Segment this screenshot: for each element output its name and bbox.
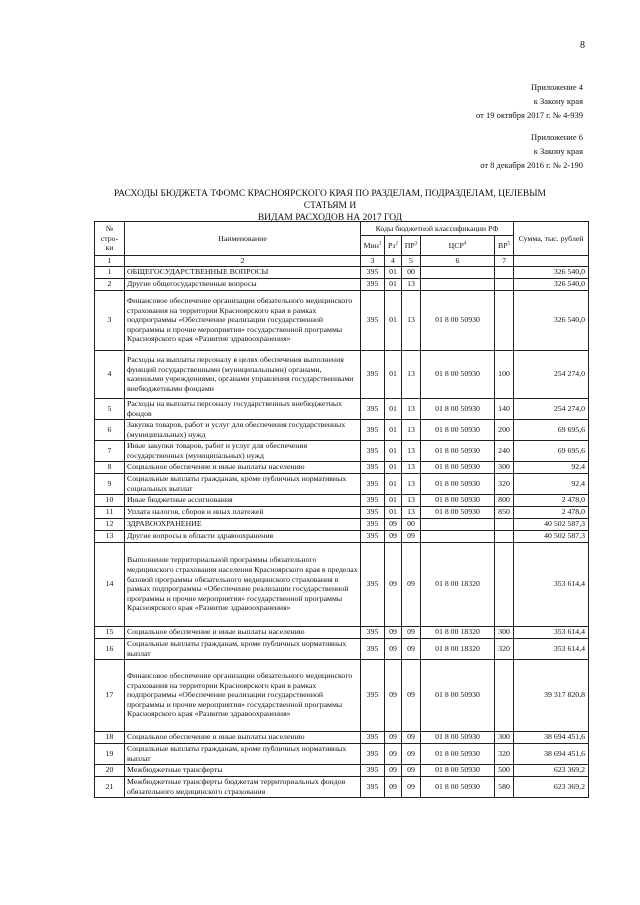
row-name: Социальное обеспечение и иные выплаты населению	[125, 626, 361, 638]
table-row	[95, 518, 589, 530]
row-sum: 353 614,4	[514, 542, 589, 626]
table-row	[95, 626, 589, 638]
row-min: 395	[361, 419, 385, 440]
row-csr	[421, 278, 495, 290]
row-pr: 13	[402, 506, 421, 518]
row-pr: 00	[402, 266, 421, 278]
appendix-4-title: Приложение 4	[531, 82, 583, 92]
row-number: 14	[95, 542, 125, 626]
row-pr: 13	[402, 290, 421, 350]
row-pr: 13	[402, 350, 421, 398]
row-sum: 623 369,2	[514, 776, 589, 797]
row-rz: 09	[385, 743, 402, 764]
row-vr: 320	[495, 638, 514, 659]
row-pr: 09	[402, 776, 421, 797]
header-name: Наименование	[125, 222, 361, 256]
col-number: 2	[125, 256, 361, 267]
table-row	[95, 398, 589, 419]
row-rz: 01	[385, 278, 402, 290]
row-name: Социальное обеспечение и иные выплаты населению	[125, 461, 361, 473]
table-row	[95, 266, 589, 278]
row-rz: 09	[385, 518, 402, 530]
row-rz: 09	[385, 764, 402, 776]
row-csr: 01 8 00 50930	[421, 419, 495, 440]
row-pr: 13	[402, 398, 421, 419]
row-vr	[495, 659, 514, 731]
appendix-4-block	[476, 80, 583, 122]
row-number: 15	[95, 626, 125, 638]
row-vr: 850	[495, 506, 514, 518]
row-number: 16	[95, 638, 125, 659]
row-pr: 13	[402, 461, 421, 473]
row-pr: 09	[402, 764, 421, 776]
table-row	[95, 461, 589, 473]
row-csr	[421, 266, 495, 278]
row-sum: 254 274,0	[514, 398, 589, 419]
row-sum: 38 694 451,6	[514, 731, 589, 743]
row-min: 395	[361, 398, 385, 419]
row-name: Иные закупки товаров, работ и услуг для обеспечения государственных (муниципальных) нужд	[125, 440, 361, 461]
row-sum: 2 478,0	[514, 506, 589, 518]
row-rz: 01	[385, 494, 402, 506]
row-rz: 09	[385, 530, 402, 542]
row-csr	[421, 518, 495, 530]
table-row	[95, 638, 589, 659]
row-vr: 100	[495, 350, 514, 398]
row-csr: 01 8 00 50930	[421, 659, 495, 731]
row-min: 395	[361, 626, 385, 638]
row-rz: 09	[385, 626, 402, 638]
row-min: 395	[361, 440, 385, 461]
row-vr: 200	[495, 419, 514, 440]
row-vr: 300	[495, 626, 514, 638]
table-row	[95, 494, 589, 506]
row-name: ЗДРАВООХРАНЕНИЕ	[125, 518, 361, 530]
table-row	[95, 542, 589, 626]
row-rz: 01	[385, 350, 402, 398]
row-pr: 09	[402, 743, 421, 764]
row-rz: 01	[385, 266, 402, 278]
table-row	[95, 506, 589, 518]
row-min: 395	[361, 776, 385, 797]
table-row	[95, 419, 589, 440]
row-sum: 40 502 587,3	[514, 530, 589, 542]
row-rz: 01	[385, 419, 402, 440]
row-pr: 00	[402, 518, 421, 530]
row-min: 395	[361, 350, 385, 398]
row-number: 3	[95, 290, 125, 350]
row-csr: 01 8 00 50930	[421, 731, 495, 743]
row-name: Выполнение территориальной программы обязательного медицинского страхования населения Красноярского края в пределах базовой программы обязательного медицинского страхования в рамках подпрограммы «Обеспечение реализации государственной программы и прочие мероприятия» государственной программы Красноярского края «Развитие здравоохранения»	[125, 542, 361, 626]
row-name: Социальные выплаты гражданам, кроме публичных нормативных социальных выплат	[125, 473, 361, 494]
row-vr: 800	[495, 494, 514, 506]
row-csr	[421, 530, 495, 542]
row-vr: 320	[495, 743, 514, 764]
table-body	[95, 266, 589, 797]
row-number: 1	[95, 266, 125, 278]
row-name: Социальное обеспечение и иные выплаты населению	[125, 731, 361, 743]
row-pr: 09	[402, 731, 421, 743]
header-min: Мин$^1$	[361, 236, 385, 256]
col-number: 6	[421, 256, 495, 267]
row-csr: 01 8 00 50930	[421, 764, 495, 776]
row-name: Социальные выплаты гражданам, кроме публичных нормативных выплат	[125, 743, 361, 764]
row-sum: 92,4	[514, 473, 589, 494]
row-vr: 580	[495, 776, 514, 797]
row-min: 395	[361, 638, 385, 659]
table-row	[95, 530, 589, 542]
row-name: Социальные выплаты гражданам, кроме публичных нормативных выплат	[125, 638, 361, 659]
row-min: 395	[361, 494, 385, 506]
row-sum: 69 695,6	[514, 440, 589, 461]
row-vr	[495, 542, 514, 626]
row-min: 395	[361, 278, 385, 290]
table-row	[95, 776, 589, 797]
row-rz: 09	[385, 731, 402, 743]
row-min: 395	[361, 659, 385, 731]
row-pr: 13	[402, 419, 421, 440]
row-pr: 09	[402, 659, 421, 731]
row-name: Уплата налогов, сборов и иных платежей	[125, 506, 361, 518]
col-number: 4	[385, 256, 402, 267]
row-vr: 300	[495, 461, 514, 473]
row-sum: 38 694 451,6	[514, 743, 589, 764]
row-rz: 09	[385, 659, 402, 731]
row-name: Межбюджетные трансферты	[125, 764, 361, 776]
col-number: 7	[495, 256, 514, 267]
col-number: 3	[361, 256, 385, 267]
row-csr: 01 8 00 50930	[421, 776, 495, 797]
header-num: № стро-ки	[95, 222, 125, 256]
row-rz: 01	[385, 506, 402, 518]
row-vr	[495, 518, 514, 530]
row-min: 395	[361, 530, 385, 542]
appendix-6-date: от 8 декабря 2016 г. № 2-190	[480, 160, 583, 170]
col-number	[514, 256, 589, 267]
row-vr: 500	[495, 764, 514, 776]
row-sum: 39 317 820,8	[514, 659, 589, 731]
row-rz: 01	[385, 290, 402, 350]
row-csr: 01 8 00 18320	[421, 638, 495, 659]
row-pr: 13	[402, 494, 421, 506]
row-number: 8	[95, 461, 125, 473]
row-number: 10	[95, 494, 125, 506]
row-name: Расходы на выплаты персоналу государственных внебюджетных фондов	[125, 398, 361, 419]
row-name: Закупка товаров, работ и услуг для обеспечения государственных (муниципальных) нужд	[125, 419, 361, 440]
row-sum: 92,4	[514, 461, 589, 473]
page-number: 8	[580, 40, 585, 51]
row-csr: 01 8 00 50930	[421, 506, 495, 518]
row-pr: 13	[402, 278, 421, 290]
header-row-1	[95, 222, 589, 236]
row-name: Иные бюджетные ассигнования	[125, 494, 361, 506]
row-number: 20	[95, 764, 125, 776]
row-rz: 09	[385, 638, 402, 659]
row-number: 7	[95, 440, 125, 461]
table-row	[95, 440, 589, 461]
row-sum: 353 614,4	[514, 638, 589, 659]
table-row	[95, 743, 589, 764]
row-name: Межбюджетные трансферты бюджетам территориальных фондов обязательного медицинского страхования	[125, 776, 361, 797]
header-rz: $Рз^2$	[385, 236, 402, 256]
row-min: 395	[361, 506, 385, 518]
row-pr: 09	[402, 542, 421, 626]
row-csr: 01 8 00 18320	[421, 626, 495, 638]
row-number: 11	[95, 506, 125, 518]
row-csr: 01 8 00 50930	[421, 473, 495, 494]
row-csr: 01 8 00 50930	[421, 743, 495, 764]
row-number: 9	[95, 473, 125, 494]
header-vr: $ВР^5$	[495, 236, 514, 256]
row-vr	[495, 530, 514, 542]
row-number: 18	[95, 731, 125, 743]
row-vr	[495, 278, 514, 290]
row-rz: 01	[385, 461, 402, 473]
appendix-6-block	[480, 130, 583, 172]
row-csr: 01 8 00 50930	[421, 290, 495, 350]
header-csr: ЦСР$^4$	[421, 236, 495, 256]
row-vr: 240	[495, 440, 514, 461]
row-min: 395	[361, 542, 385, 626]
row-csr: 01 8 00 50930	[421, 494, 495, 506]
row-min: 395	[361, 266, 385, 278]
appendix-6-law: к Закону края	[533, 146, 583, 156]
row-sum: 2 478,0	[514, 494, 589, 506]
row-min: 395	[361, 743, 385, 764]
column-number-row	[95, 256, 589, 267]
row-vr: 320	[495, 473, 514, 494]
table-row	[95, 350, 589, 398]
row-vr	[495, 266, 514, 278]
row-sum: 623 369,2	[514, 764, 589, 776]
row-number: 19	[95, 743, 125, 764]
row-sum: 326 540,0	[514, 266, 589, 278]
row-pr: 09	[402, 638, 421, 659]
row-min: 395	[361, 518, 385, 530]
row-sum: 40 502 587,3	[514, 518, 589, 530]
header-codes: Коды бюджетной классификации РФ	[361, 222, 514, 236]
header-sum: Сумма, тыс. рублей	[514, 222, 589, 256]
col-number: 1	[95, 256, 125, 267]
row-min: 395	[361, 764, 385, 776]
row-rz: 01	[385, 398, 402, 419]
row-vr: 140	[495, 398, 514, 419]
row-number: 6	[95, 419, 125, 440]
table-row	[95, 290, 589, 350]
row-sum: 326 540,0	[514, 290, 589, 350]
row-pr: 13	[402, 473, 421, 494]
row-sum: 353 614,4	[514, 626, 589, 638]
row-number: 17	[95, 659, 125, 731]
row-number: 4	[95, 350, 125, 398]
row-name: ОБЩЕГОСУДАРСТВЕННЫЕ ВОПРОСЫ	[125, 266, 361, 278]
row-name: Расходы на выплаты персоналу в целях обеспечения выполнения функций государственными (муниципальными) органами, казенными учреждениями, органами управления государственными внебюджетными фондами	[125, 350, 361, 398]
row-csr: 01 8 00 18320	[421, 542, 495, 626]
row-pr: 13	[402, 440, 421, 461]
table-row	[95, 278, 589, 290]
row-name: Финансовое обеспечение организации обязательного медицинского страхования на территории Красноярского края в рамках подпрограммы «Обеспечение реализации государственной программы и прочие мероприятия» государственной программы Красноярского края «Развитие здравоохранения»	[125, 290, 361, 350]
budget-table	[94, 221, 589, 798]
row-number: 13	[95, 530, 125, 542]
row-rz: 09	[385, 542, 402, 626]
appendix-4-law: к Закону края	[533, 96, 583, 106]
row-pr: 09	[402, 530, 421, 542]
header-pr: $ПР^3$	[402, 236, 421, 256]
row-min: 395	[361, 290, 385, 350]
row-number: 5	[95, 398, 125, 419]
row-vr: 300	[495, 731, 514, 743]
row-sum: 326 540,0	[514, 278, 589, 290]
row-number: 2	[95, 278, 125, 290]
table-row	[95, 473, 589, 494]
title-line-1: РАСХОДЫ БЮДЖЕТА ТФОМС КРАСНОЯРСКОГО КРАЯ ПО РАЗДЕЛАМ, ПОДРАЗДЕЛАМ, ЦЕЛЕВЫМ СТАТЬЯМ И	[114, 189, 546, 211]
row-sum: 254 274,0	[514, 350, 589, 398]
row-sum: 69 695,6	[514, 419, 589, 440]
row-csr: 01 8 00 50930	[421, 398, 495, 419]
appendix-6-title: Приложение 6	[531, 132, 583, 142]
document-title	[95, 188, 565, 224]
row-csr: 01 8 00 50930	[421, 350, 495, 398]
row-name: Другие вопросы в области здравоохранения	[125, 530, 361, 542]
row-name: Другие общегосударственные вопросы	[125, 278, 361, 290]
row-rz: 01	[385, 440, 402, 461]
col-number: 5	[402, 256, 421, 267]
title-line-2: ВИДАМ РАСХОДОВ НА 2017 ГОД	[257, 213, 403, 223]
row-csr: 01 8 00 50930	[421, 461, 495, 473]
row-number: 12	[95, 518, 125, 530]
row-min: 395	[361, 473, 385, 494]
row-min: 395	[361, 461, 385, 473]
row-rz: 01	[385, 473, 402, 494]
row-vr	[495, 290, 514, 350]
row-name: Финансовое обеспечение организации обязательного медицинского страхования на территории Красноярского края в рамках подпрограммы «Обеспечение реализации государственной программы и прочие мероприятия» государственной программы Красноярского края «Развитие здравоохранения»	[125, 659, 361, 731]
table-row	[95, 731, 589, 743]
table-row	[95, 659, 589, 731]
row-rz: 09	[385, 776, 402, 797]
row-csr: 01 8 00 50930	[421, 440, 495, 461]
table-row	[95, 764, 589, 776]
row-pr: 09	[402, 626, 421, 638]
appendix-4-date: от 19 октября 2017 г. № 4-939	[476, 110, 583, 120]
row-number: 21	[95, 776, 125, 797]
row-min: 395	[361, 731, 385, 743]
